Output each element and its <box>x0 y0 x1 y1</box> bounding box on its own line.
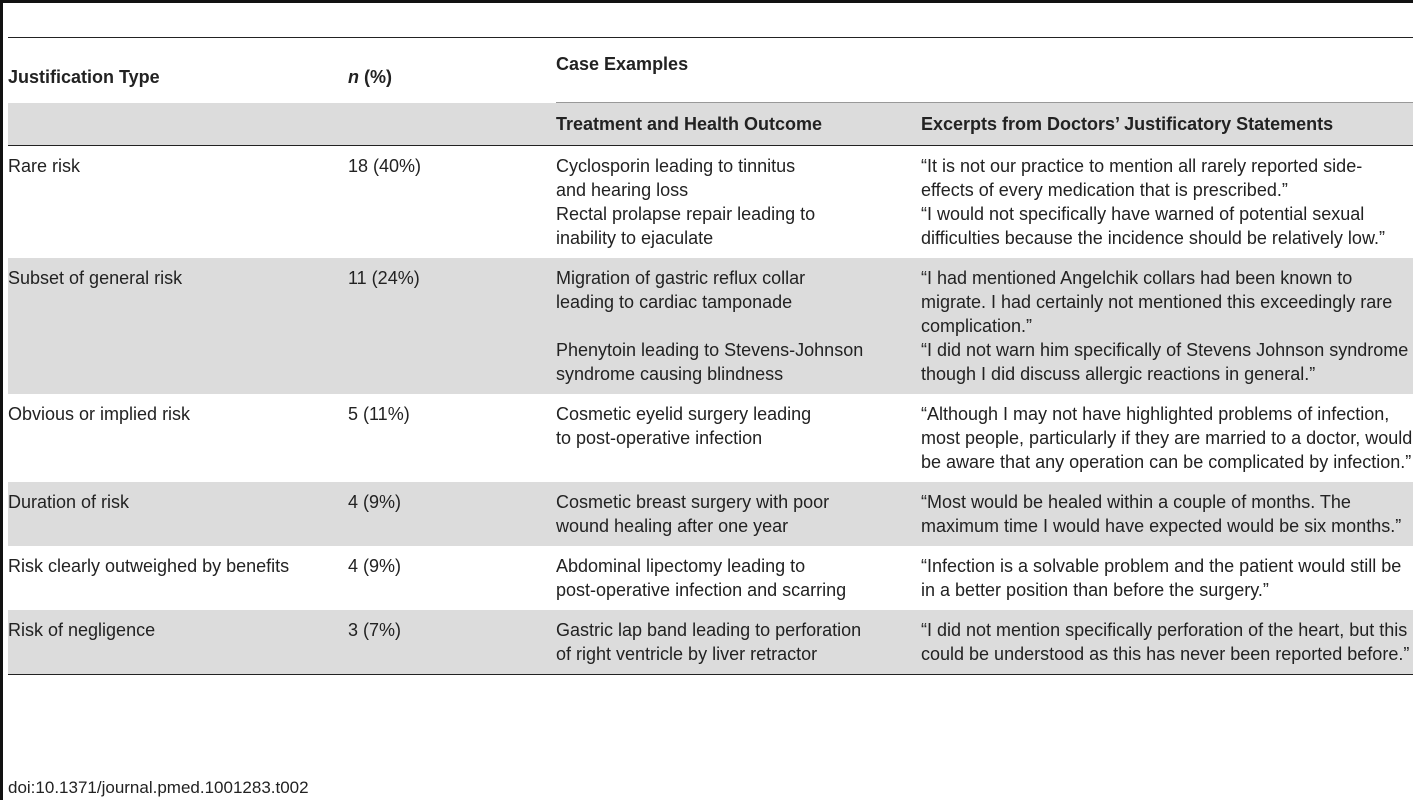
header-justification-type: Justification Type <box>8 38 348 103</box>
excerpt-quote: “Most would be healed within a couple of months. The maximum time I would have expected would be six months.” <box>921 492 1402 536</box>
header-percent: (%) <box>359 67 392 88</box>
treatment-line: Phenytoin leading to Stevens-Johnson <box>556 340 864 360</box>
treatment-line: to post-operative infection <box>556 428 763 448</box>
header-row-1 <box>8 38 1413 103</box>
n-percent-cell: 18 (40%) <box>348 156 422 176</box>
table-body <box>8 146 1413 675</box>
header-excerpts: Excerpts from Doctors’ Justificatory Statements <box>921 103 1413 146</box>
treatment-line: Rectal prolapse repair leading to <box>556 204 816 224</box>
n-percent-cell: 5 (11%) <box>348 404 410 424</box>
treatment-line: wound healing after one year <box>556 516 789 536</box>
excerpt-quote: “I did not mention specifically perforation of the heart, but this could be understood as this has never been reported before.” <box>921 620 1410 664</box>
treatment-line <box>556 314 921 338</box>
excerpt-quote: “I would not specifically have warned of potential sexual difficulties because the incidence should be relatively low.” <box>921 204 1385 248</box>
n-percent-cell: 4 (9%) <box>348 482 556 546</box>
excerpt-quote: “I had mentioned Angelchik collars had been known to migrate. I had certainly not mentioned this exceedingly rare complication.” <box>921 268 1393 336</box>
doi-footer: doi:10.1371/journal.pmed.1001283.t002 <box>8 778 309 797</box>
excerpt-cell <box>921 482 1413 546</box>
excerpt-quote: “It is not our practice to mention all rarely reported side-effects of every medication that is prescribed.” <box>921 156 1363 200</box>
justification-type-cell: Subset of general risk <box>8 258 348 394</box>
excerpt-quote: “Although I may not have highlighted problems of infection, most people, particularly if they are married to a doctor, would be aware that any operation can be complicated by infection.” <box>921 404 1413 472</box>
justification-type-cell: Obvious or implied risk <box>8 404 191 424</box>
justification-type-cell: Risk clearly outweighed by benefits <box>8 556 290 576</box>
excerpt-cell <box>921 258 1413 394</box>
left-frame-border <box>0 0 3 800</box>
justification-type-cell: Risk of negligence <box>8 610 348 675</box>
treatment-outcome-cell <box>556 258 921 394</box>
n-percent-cell: 4 (9%) <box>348 556 402 576</box>
header-case-examples: Case Examples <box>556 38 1413 103</box>
justification-type-cell: Duration of risk <box>8 482 348 546</box>
n-percent-cell: 11 (24%) <box>348 258 556 394</box>
treatment-line: Cosmetic breast surgery with poor <box>556 492 830 512</box>
treatment-line: and hearing loss <box>556 180 689 200</box>
treatment-outcome-cell <box>556 394 921 482</box>
justification-type-cell: Rare risk <box>8 156 81 176</box>
treatment-line: Abdominal lipectomy leading to <box>556 556 806 576</box>
header-n-percent <box>348 38 556 103</box>
treatment-line: Cyclosporin leading to tinnitus <box>556 156 796 176</box>
header-n: n <box>348 67 359 88</box>
treatment-line: Migration of gastric reflux collar <box>556 268 806 288</box>
treatment-outcome-cell <box>556 146 921 259</box>
header-treatment-outcome: Treatment and Health Outcome <box>556 103 921 146</box>
excerpt-cell <box>921 146 1413 259</box>
treatment-outcome-cell <box>556 482 921 546</box>
treatment-line: syndrome causing blindness <box>556 364 784 384</box>
top-rule <box>0 0 1413 3</box>
table-row <box>8 394 1413 482</box>
treatment-outcome-cell <box>556 610 921 675</box>
excerpt-quote: “I did not warn him specifically of Stevens Johnson syndrome though I did discuss allergic reactions in general.” <box>921 340 1409 384</box>
table-row <box>8 258 1413 394</box>
excerpt-cell <box>921 610 1413 675</box>
excerpt-cell <box>921 394 1413 482</box>
justification-table <box>8 37 1413 675</box>
excerpt-cell <box>921 546 1413 610</box>
treatment-line: leading to cardiac tamponade <box>556 292 793 312</box>
header-row-2 <box>8 103 1413 146</box>
table-row <box>8 482 1413 546</box>
table-row <box>8 546 1413 610</box>
treatment-line: Gastric lap band leading to perforation <box>556 620 862 640</box>
treatment-line: Cosmetic eyelid surgery leading <box>556 404 812 424</box>
table-row <box>8 610 1413 675</box>
treatment-line: post-operative infection and scarring <box>556 580 847 600</box>
table-row <box>8 146 1413 259</box>
n-percent-cell: 3 (7%) <box>348 610 556 675</box>
treatment-line: inability to ejaculate <box>556 228 714 248</box>
treatment-outcome-cell <box>556 546 921 610</box>
treatment-line: of right ventricle by liver retractor <box>556 644 818 664</box>
excerpt-quote: “Infection is a solvable problem and the patient would still be in a better position than before the surgery.” <box>921 556 1402 600</box>
